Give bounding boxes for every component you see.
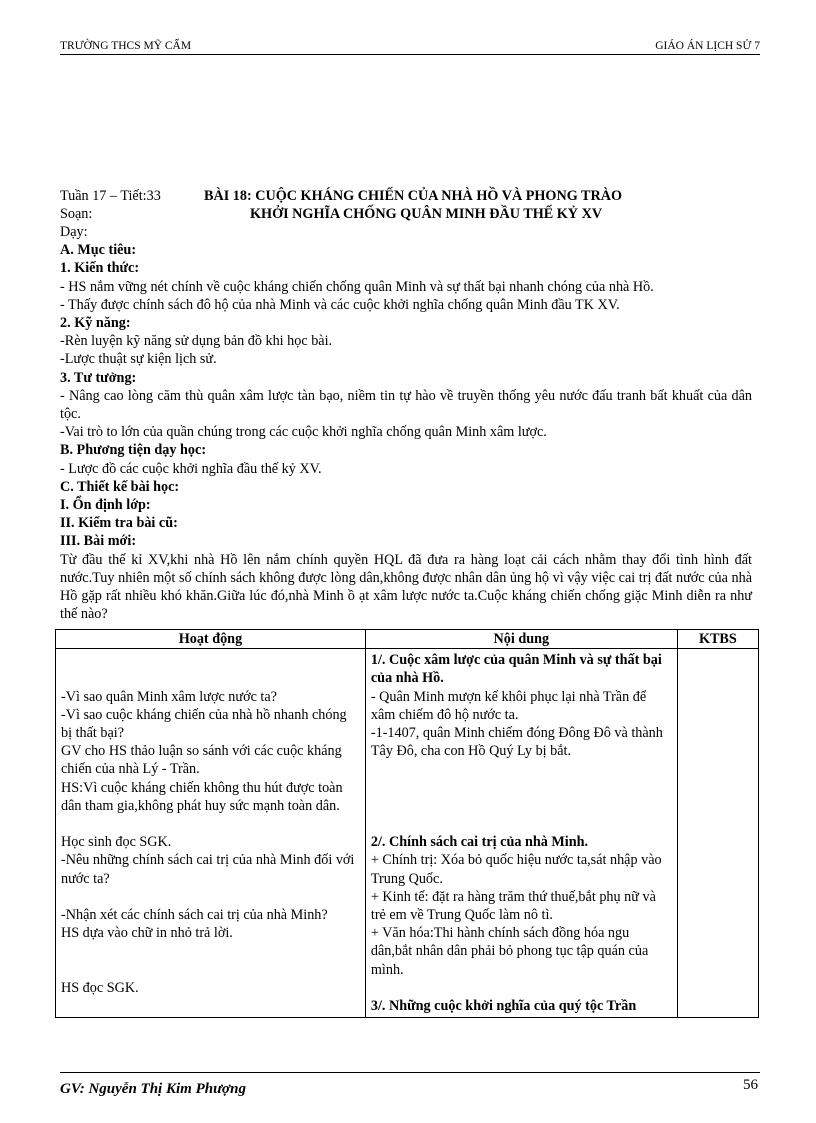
col-activity-header: Hoạt động (56, 630, 366, 649)
soan-label: Soạn: (60, 206, 93, 222)
activity-line: -Vì sao quân Minh xâm lược nước ta? (61, 688, 277, 705)
activity-cell (56, 649, 366, 1018)
week-label: Tuần 17 – Tiết:33 (60, 188, 161, 204)
table-header-row (56, 630, 759, 649)
content-line: + Văn hóa:Thi hành chính sách đồng hóa ngu dân,bắt nhân dân phải bỏ phong tục tập quán của mình. (370, 925, 649, 978)
knowledge-item: - Thấy được chính sách đô hộ của nhà Minh và các cuộc khởi nghĩa chống quân Minh đầu TK XV. (60, 296, 620, 313)
content-line: + Chính trị: Xóa bỏ quốc hiệu nước ta,sát nhập vào Trung Quốc. (370, 852, 662, 887)
skills-item: -Lược thuật sự kiện lịch sử. (60, 351, 217, 368)
lesson-table (55, 629, 759, 1018)
lesson-title-line2: KHỞI NGHĨA CHỐNG QUÂN MINH ĐẦU THẾ KỶ XV (250, 206, 603, 222)
col-content-header: Nội dung (365, 630, 677, 649)
page-number: 56 (743, 1077, 758, 1093)
page-header (60, 38, 760, 55)
step-ii: II. Kiểm tra bài cũ: (60, 515, 178, 532)
table-row (56, 649, 759, 1018)
knowledge-heading: 1. Kiến thức: (60, 260, 140, 277)
means-heading: B. Phương tiện dạy học: (60, 442, 207, 459)
attitude-item: - Nâng cao lòng căm thù quân xâm lược tàn bạo, niềm tin tự hào về truyền thống yêu nước đấu tranh bất khuất của dân tộc. (60, 387, 752, 423)
content-line: -1-1407, quân Minh chiếm đóng Đông Đô và thành Tây Đô, cha con Hồ Quý Ly bị bắt. (370, 725, 663, 760)
skills-item: -Rèn luyện kỹ năng sử dụng bản đồ khi học bài. (60, 333, 333, 350)
lesson-content (60, 187, 752, 623)
section-2-title: 2/. Chính sách cai trị của nhà Minh. (370, 834, 589, 851)
content-line: + Kinh tế: đặt ra hàng trăm thứ thuế,bắt phụ nữ và trẻ em về Trung Quốc làm nô tì. (370, 888, 656, 923)
objectives-heading: A. Mục tiêu: (60, 242, 137, 259)
content-cell (365, 649, 677, 1018)
teacher-name: GV: Nguyễn Thị Kim Phượng (60, 1081, 246, 1097)
activity-line: Học sinh đọc SGK. (61, 834, 172, 851)
subject-name: GIÁO ÁN LỊCH SỬ 7 (655, 40, 760, 52)
activity-line: -Nêu những chính sách cai trị của nhà Minh đối với nước ta? (61, 852, 355, 887)
activity-line: -Vì sao cuộc kháng chiến của nhà hồ nhanh chóng bị thất bại? (61, 706, 347, 741)
activity-line: HS:Vì cuộc kháng chiến không thu hút được toàn dân tham gia,không phát huy sức mạnh toàn dân. (61, 779, 343, 814)
attitude-heading: 3. Tư tưởng: (60, 369, 137, 386)
section-1-title: 1/. Cuộc xâm lược của quân Minh và sự thất bại của nhà Hồ. (370, 652, 662, 687)
school-name: TRƯỜNG THCS MỸ CẨM (60, 40, 192, 52)
activity-line: HS đọc SGK. (61, 979, 139, 996)
content-line: - Quân Minh mượn kế khôi phục lại nhà Trần để xâm chiếm đô hộ nước ta. (370, 688, 647, 723)
knowledge-item: - HS nắm vững nét chính về cuộc kháng chiến chống quân Minh và sự thất bại nhanh chóng của nhà Hồ. (60, 278, 654, 295)
lesson-title-block (60, 187, 752, 223)
lesson-title-line1: BÀI 18: CUỘC KHÁNG CHIẾN CỦA NHÀ HỒ VÀ PHONG TRÀO (204, 188, 623, 204)
activity-line: GV cho HS thảo luận so sánh với các cuộc kháng chiến của nhà Lý - Trần. (61, 743, 342, 778)
skills-heading: 2. Kỹ năng: (60, 315, 131, 332)
section-3-title: 3/. Những cuộc khởi nghĩa của quý tộc Trần (370, 997, 637, 1014)
design-heading: C. Thiết kế bài học: (60, 478, 180, 495)
attitude-item: -Vai trò to lớn của quần chúng trong các cuộc khởi nghĩa chống quân Minh xâm lược. (60, 424, 547, 441)
day-label: Dạy: (60, 224, 88, 240)
step-iii: III. Bài mới: (60, 533, 137, 550)
activity-line: HS dựa vào chữ in nhỏ trả lời. (61, 925, 233, 942)
page-footer (60, 1072, 760, 1099)
ktbs-cell (677, 649, 758, 1018)
intro-paragraph: Từ đầu thế kỉ XV,khi nhà Hồ lên nắm chính quyền HQL đã đưa ra hàng loạt cải cách nhằm thay đổi tình hình đất nước.Tuy nhiên một số chính sách không được lòng dân,không được nhân dân ủng hộ vì vậy việc cai trị đất nước của nhà Hồ gặp rất nhiều khó khăn.Giữa lúc đó,nhà Minh ồ ạt xâm lược nước ta.Cuộc kháng chiến chống giặc Minh diễn ra như thế nào? (60, 551, 752, 623)
activity-line: -Nhận xét các chính sách cai trị của nhà Minh? (61, 906, 328, 923)
col-ktbs-header: KTBS (677, 630, 758, 649)
step-i: I. Ổn định lớp: (60, 497, 151, 514)
means-item: - Lược đồ các cuộc khởi nghĩa đầu thế kỷ XV. (60, 460, 322, 477)
